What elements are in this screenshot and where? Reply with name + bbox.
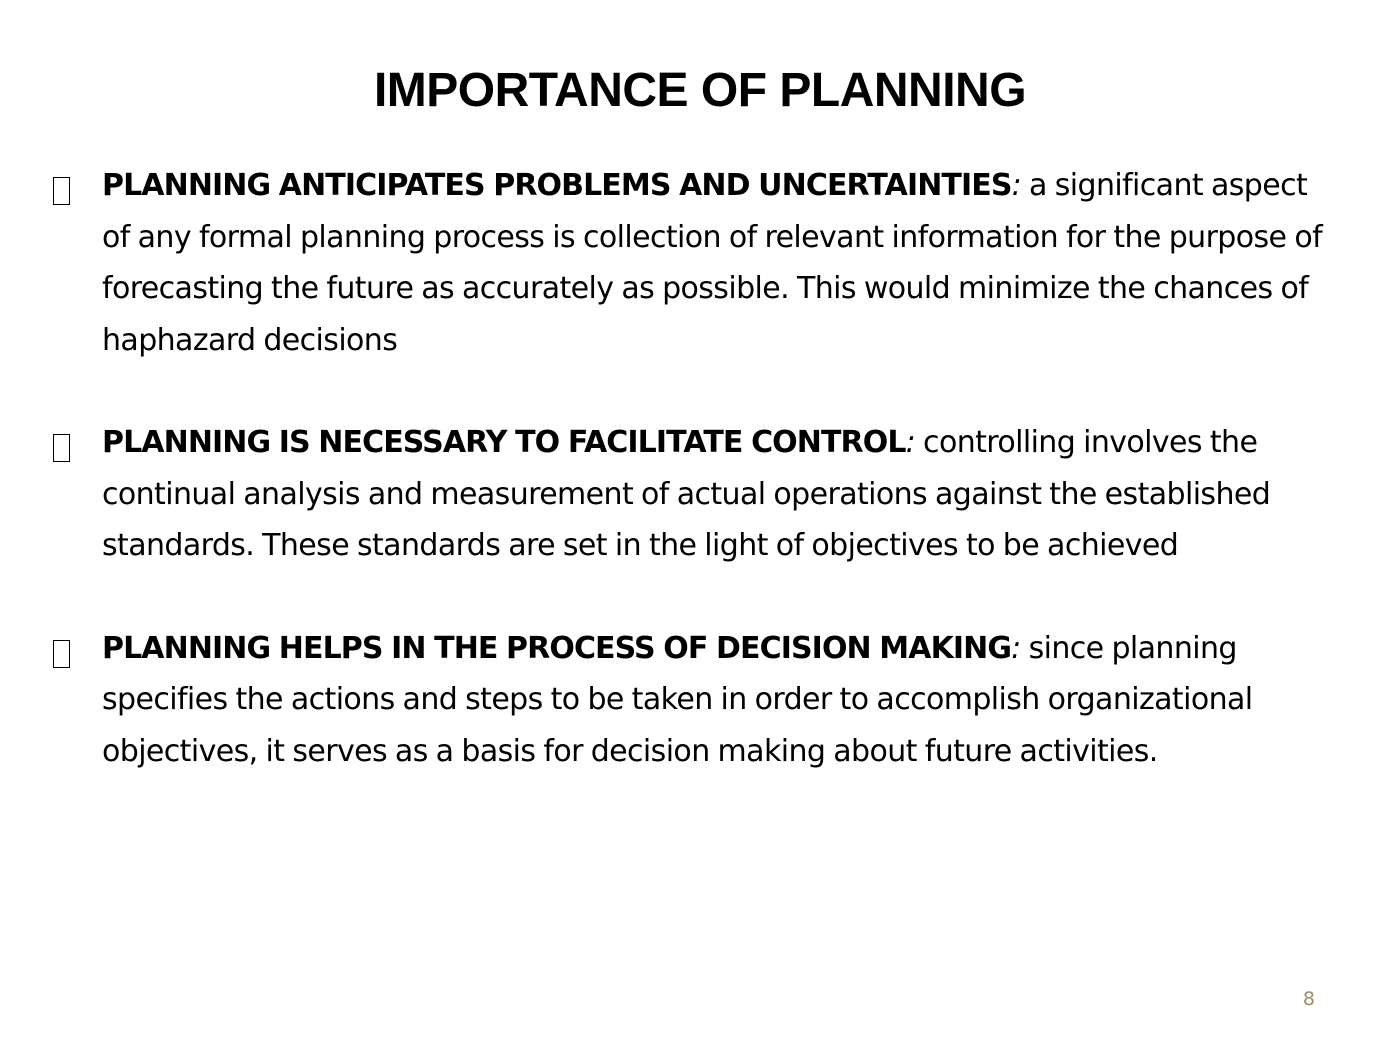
page-number: 8 <box>1302 988 1315 1010</box>
box-bullet-icon <box>50 623 102 675</box>
bullet-item <box>50 417 1340 572</box>
bullet-heading: PLANNING ANTICIPATES PROBLEMS AND UNCERTAINTIES <box>102 168 1012 203</box>
bullet-item <box>50 160 1340 366</box>
bullet-body: a significant aspect of any formal planning process is collection of relevant information for the purpose of forecasting the future as accurately as possible. This would minimize the chances of haphazard decisions <box>102 168 1323 358</box>
bullet-list <box>50 160 1340 777</box>
bullet-separator: : <box>1011 630 1021 666</box>
bullet-body: since planning specifies the actions and steps to be taken in order to accomplish organizational objectives, it serves as a basis for decision making about future activities. <box>102 630 1253 769</box>
bullet-text <box>102 160 1340 366</box>
bullet-separator: : <box>905 425 916 460</box>
bullet-item <box>50 623 1340 778</box>
bullet-text <box>102 623 1340 778</box>
bullet-heading: PLANNING HELPS IN THE PROCESS OF DECISION MAKING <box>102 630 1012 666</box>
bullet-heading: PLANNING IS NECESSARY TO FACILITATE CONTROL <box>102 425 906 460</box>
bullet-body: controlling involves the continual analysis and measurement of actual operations against the established standards. These standards are set in the light of objectives to be achieved <box>102 425 1271 563</box>
box-bullet-icon <box>50 160 102 212</box>
slide-title: IMPORTANCE OF PLANNING <box>373 64 1027 117</box>
bullet-separator: : <box>1011 168 1022 203</box>
bullet-text <box>102 417 1340 572</box>
box-bullet-icon <box>50 417 102 469</box>
